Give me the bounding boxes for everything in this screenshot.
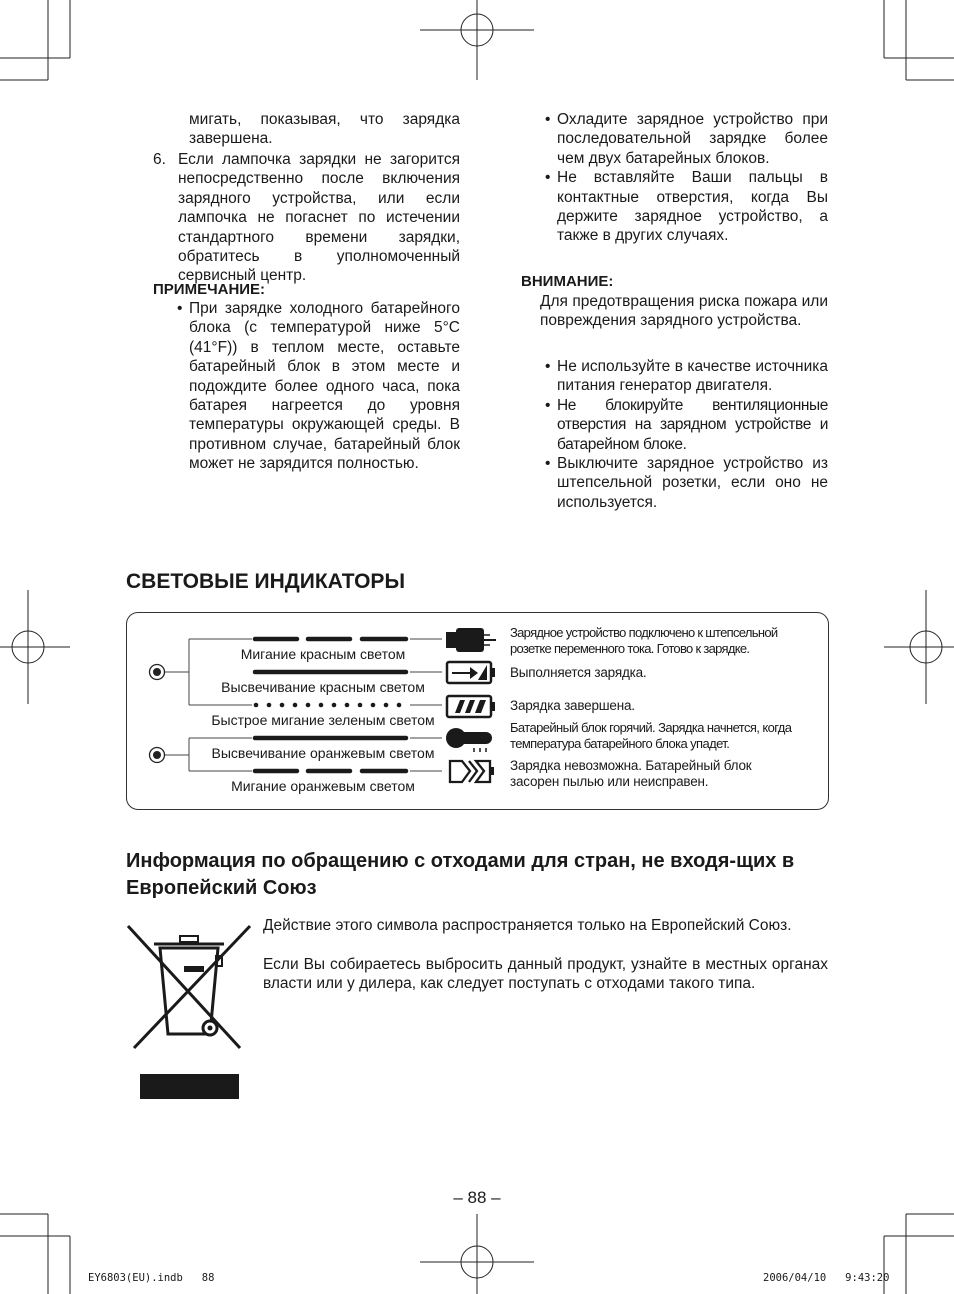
bullet-text: Охладите зарядное устройство при последовательной зарядке более чем двух батарейных блоков. (557, 111, 828, 167)
note-text: При зарядке холодного батарейного блока (с температурой ниже 5°C (41°F)) в теплом месте, оставьте батарейный блок в этом месте и подождите более одного часа, пока батарея нагреется до уровня температуры окружающей среды. В противном случае, батарейный блок может не зарядится полностью. (189, 300, 460, 473)
indicator-description: Батарейный блок горячий. Зарядка начнется, когда температура батарейного блока упадет. (510, 720, 792, 751)
list-item: • Не вставляйте Ваши пальцы в контактные отверстия, когда Вы держите зарядное устройство, а также в других случаях. (545, 169, 828, 245)
indicator-label: Мигание оранжевым светом (231, 778, 415, 794)
list-item: • Не используйте в качестве источника питания генератор двигателя. (545, 358, 828, 395)
list-item: • Выключите зарядное устройство из штепсельной розетки, если оно не используется. (545, 455, 828, 511)
thermometer-icon (446, 728, 492, 752)
indicator-label: Высвечивание оранжевым светом (211, 745, 435, 761)
bullet-text: Выключите зарядное устройство из штепсельной розетки, если оно не используется. (557, 455, 828, 511)
continuation-text: мигать, показывая, что зарядка завершена. (189, 111, 460, 148)
crossed-out-bin-icon (124, 922, 256, 1102)
waste-text-2: Если Вы собираетесь выбросить данный продукт, узнайте в местных органах власти или у дилера, как следует поступать с отходами такого типа. (263, 956, 828, 993)
bullet-text: Не используйте в качестве источника питания генератор двигателя. (557, 358, 828, 395)
list-item: • Охладите зарядное устройство при последовательной зарядке более чем двух батарейных блоков. (545, 111, 828, 167)
caution-intro: Для предотвращения риска пожара или повреждения зарядного устройства. (540, 293, 828, 330)
note-heading: ПРИМЕЧАНИЕ: (153, 281, 266, 298)
indicator-label: Быстрое мигание зеленым светом (211, 712, 435, 728)
item-6-text: Если лампочка зарядки не загорится непосредственно после включения зарядного устройства, или если лампочка не погаснет по истечении стандартного времени зарядки, обратитесь в уполномоченный сервисный центр. (178, 151, 460, 285)
broken-battery-icon (450, 761, 494, 782)
list-item: • Не блокируйте вентиляционные отверстия на зарядном устройстве и батарейном блоке. (545, 396, 828, 453)
lamp-icon (150, 665, 165, 763)
footer-datetime: 2006/04/10 9:43:20 (763, 1272, 890, 1284)
plug-icon (446, 628, 496, 652)
indicator-description: Зарядка невозможна. Батарейный блок засорен пылью или неисправен. (510, 758, 752, 789)
bullet-text: Не блокируйте вентиляционные отверстия на зарядном устройстве и батарейном блоке. (557, 396, 828, 453)
battery-full-icon (447, 696, 495, 717)
indicators-title: СВЕТОВЫЕ ИНДИКАТОРЫ (126, 570, 405, 593)
waste-title: Информация по обращению с отходами для стран, не входя-щих в Европейский Союз (126, 850, 795, 899)
bullet: • (177, 300, 183, 317)
waste-text-1: Действие этого символа распространяется только на Европейский Союз. (263, 917, 792, 934)
indicator-description: Выполняется зарядка. (510, 665, 647, 680)
item-number: 6. (153, 151, 166, 168)
indicator-description: Зарядка завершена. (510, 698, 635, 713)
caution-heading: ВНИМАНИЕ: (521, 273, 614, 290)
indicator-label: Мигание красным светом (240, 646, 406, 662)
page-number: – 88 – (453, 1188, 501, 1207)
bullet-text: Не вставляйте Ваши пальцы в контактные отверстия, когда Вы держите зарядное устройство, а также в других случаях. (557, 169, 828, 245)
indicator-description: Зарядное устройство подключено к штепсельной розетке переменного тока. Готово к зарядке. (510, 625, 778, 656)
indicator-label: Высвечивание красным светом (221, 679, 425, 695)
charging-icon (447, 662, 495, 683)
footer-file: EY6803(EU).indb 88 (88, 1272, 215, 1284)
